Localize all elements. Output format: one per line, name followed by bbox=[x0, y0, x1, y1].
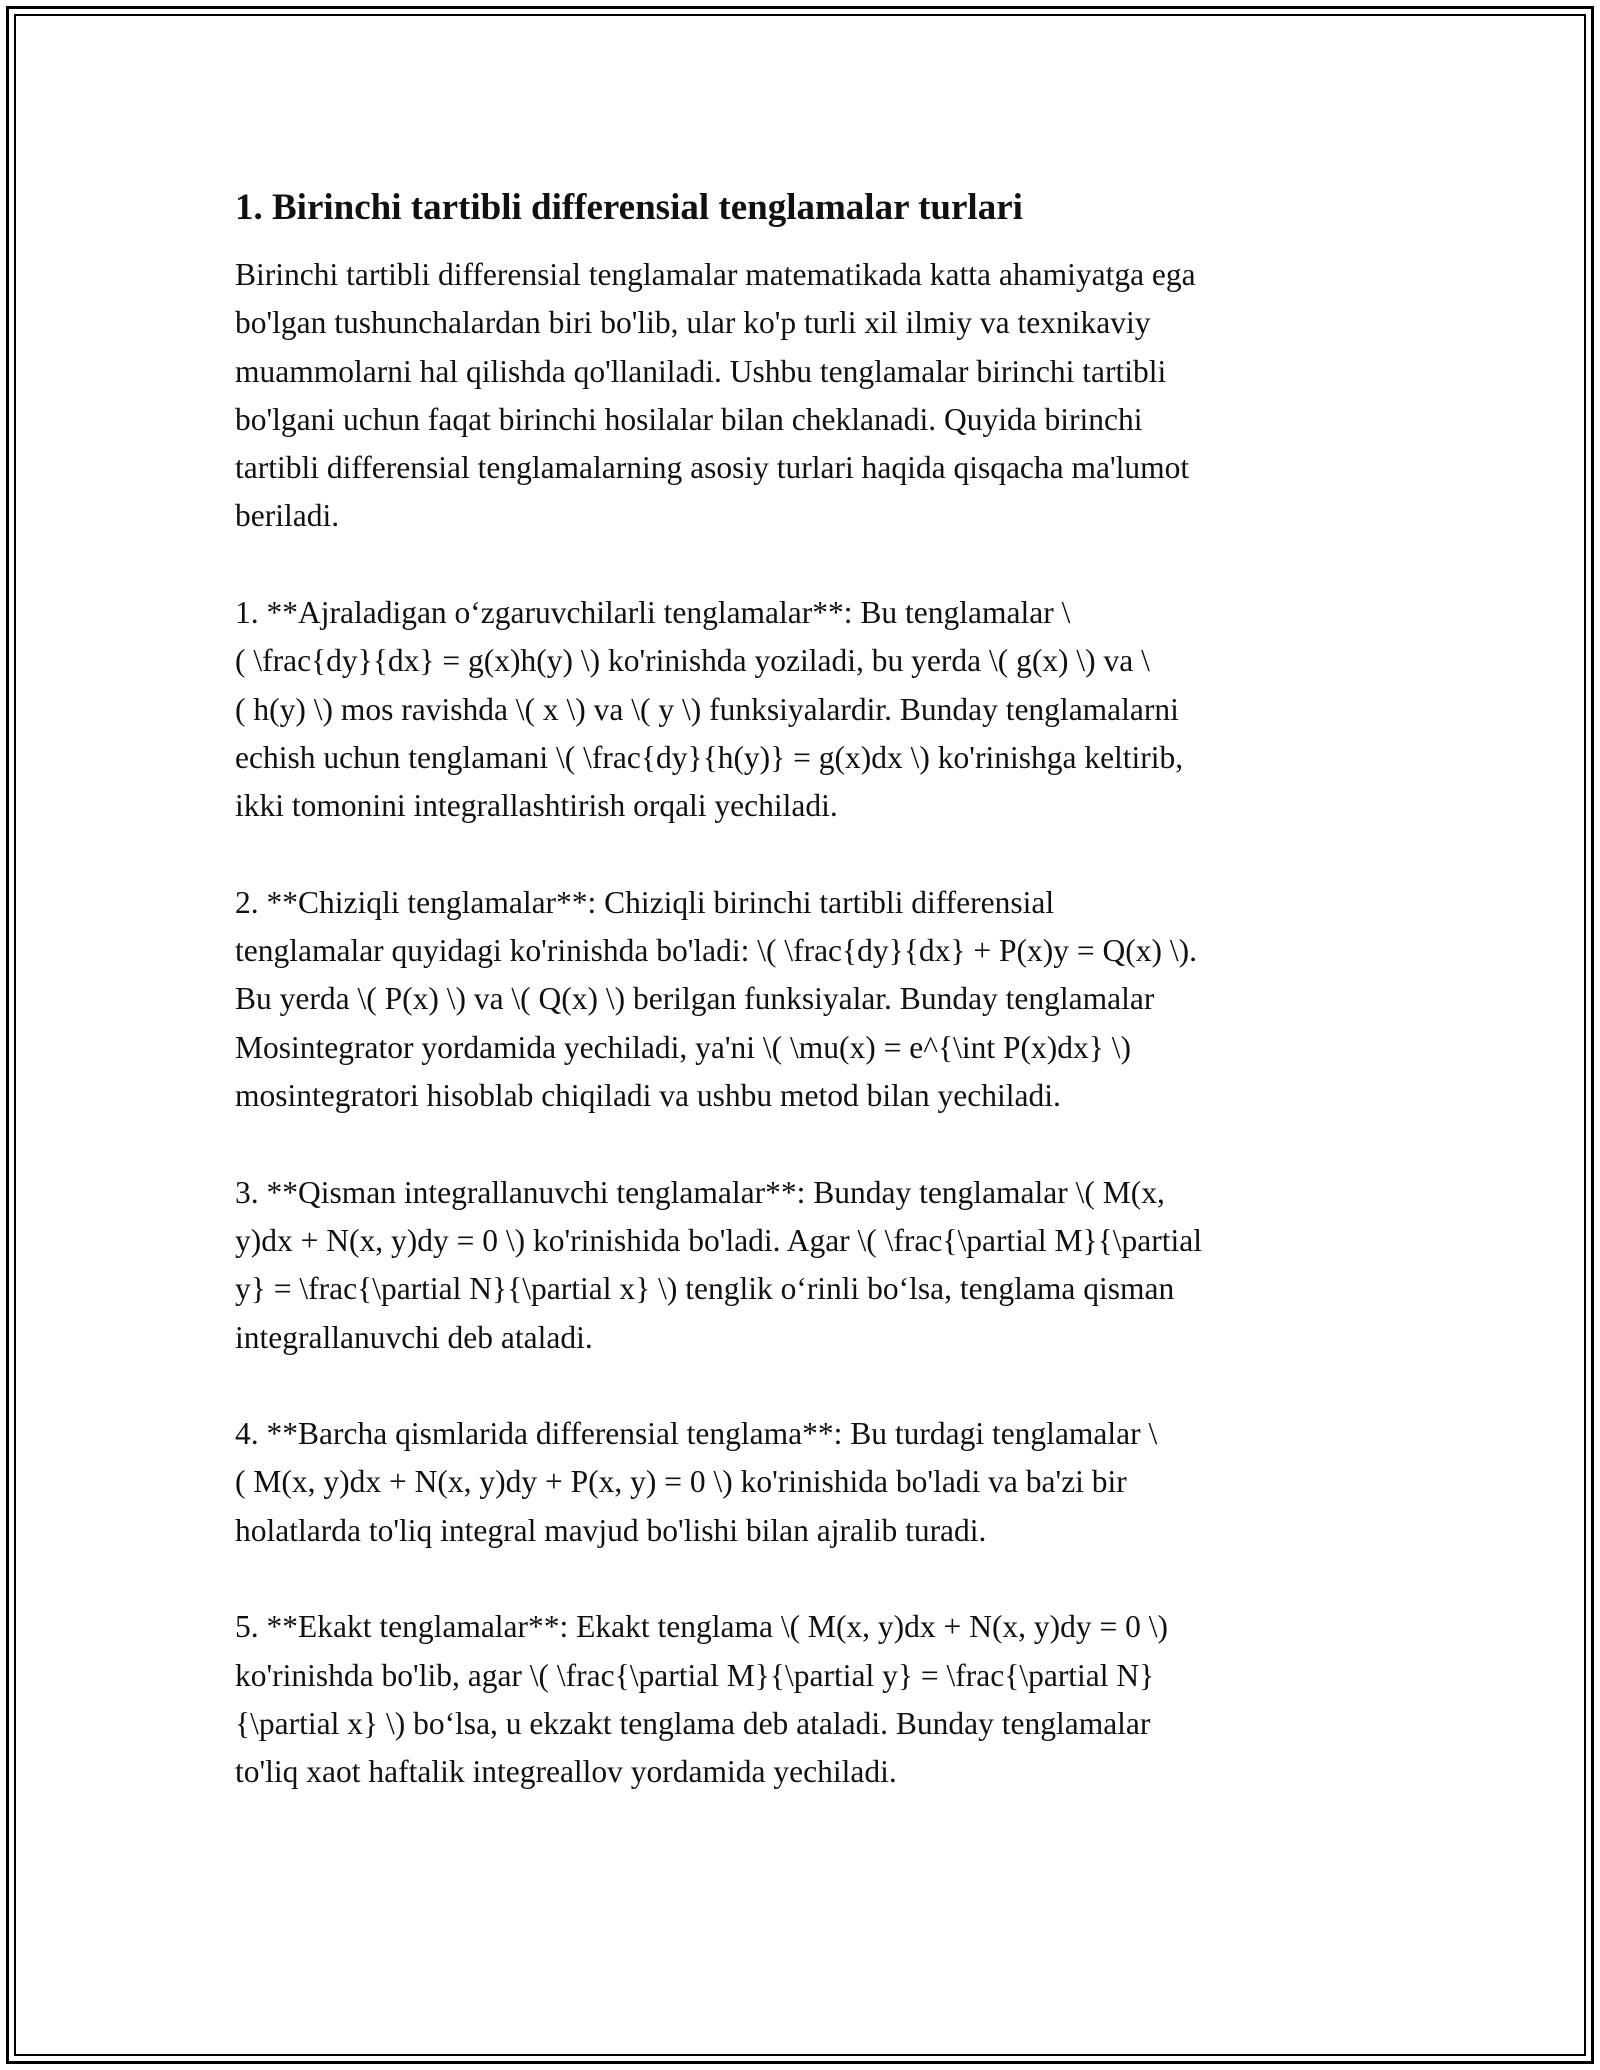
text-line: tenglamalar quyidagi ko'rinishda bo'ladi: \( \frac{dy}{dx} + P(x)y = Q(x) \). bbox=[235, 933, 1198, 969]
text-line: beriladi. bbox=[235, 498, 340, 534]
text-line: bo'lgani uchun faqat birinchi hosilalar bilan cheklanadi. Quyida birinchi bbox=[235, 401, 1143, 437]
page-title: 1. Birinchi tartibli differensial tenglamalar turlari bbox=[235, 187, 1023, 228]
text-line: 5. **Ekakt tenglamalar**: Ekakt tenglama \( M(x, y)dx + N(x, y)dy = 0 \) bbox=[235, 1609, 1169, 1645]
text-line: ( \frac{dy}{dx} = g(x)h(y) \) ko'rinishda yoziladi, bu yerda \( g(x) \) va \ bbox=[235, 643, 1150, 679]
text-line: 1. **Ajraladigan o‘zgaruvchilarli tenglamalar**: Bu tenglamalar \ bbox=[235, 595, 1071, 631]
text-line: 4. **Barcha qismlarida differensial tenglama**: Bu turdagi tenglamalar \ bbox=[235, 1416, 1158, 1452]
text-line: ko'rinishda bo'lib, agar \( \frac{\partial M}{\partial y} = \frac{\partial N} bbox=[235, 1657, 1155, 1693]
text-line: ikki tomonini integrallashtirish orqali yechiladi. bbox=[235, 788, 838, 824]
paragraph-item-2 bbox=[235, 879, 1365, 1120]
text-line: 3. **Qisman integrallanuvchi tenglamalar**: Bunday tenglamalar \( M(x, bbox=[235, 1174, 1165, 1210]
text-line: bo'lgan tushunchalardan biri bo'lib, ular ko'p turli xil ilmiy va texnikaviy bbox=[235, 305, 1151, 341]
paragraph-item-3 bbox=[235, 1169, 1365, 1362]
text-line: ( M(x, y)dx + N(x, y)dy + P(x, y) = 0 \) ko'rinishida bo'ladi va ba'zi bir bbox=[235, 1464, 1127, 1500]
text-line: ( h(y) \) mos ravishda \( x \) va \( y \) funksiyalardir. Bunday tenglamalarni bbox=[235, 691, 1179, 727]
document-body bbox=[235, 185, 1365, 1797]
text-line: echish uchun tenglamani \( \frac{dy}{h(y)} = g(x)dx \) ko'rinishga keltirib, bbox=[235, 739, 1184, 775]
paragraph-item-5 bbox=[235, 1603, 1365, 1796]
text-line: integrallanuvchi deb ataladi. bbox=[235, 1319, 593, 1355]
paragraph-item-1 bbox=[235, 589, 1365, 830]
text-line: y)dx + N(x, y)dy = 0 \) ko'rinishida bo'ladi. Agar \( \frac{\partial M}{\partial bbox=[235, 1222, 1203, 1258]
text-line: Bu yerda \( P(x) \) va \( Q(x) \) berilgan funksiyalar. Bunday tenglamalar bbox=[235, 981, 1155, 1017]
text-line: Birinchi tartibli differensial tenglamalar matematikada katta ahamiyatga ega bbox=[235, 257, 1196, 292]
text-line: tartibli differensial tenglamalarning asosiy turlari haqida qisqacha ma'lumot bbox=[235, 450, 1190, 486]
text-line: mosintegratori hisoblab chiqiladi va ushbu metod bilan yechiladi. bbox=[235, 1078, 1061, 1114]
paragraph-item-4 bbox=[235, 1410, 1365, 1555]
text-line: 2. **Chiziqli tenglamalar**: Chiziqli birinchi tartibli differensial bbox=[235, 884, 1055, 920]
text-line: Mosintegrator yordamida yechiladi, ya'ni \( \mu(x) = e^{\int P(x)dx} \) bbox=[235, 1029, 1132, 1065]
text-line: to'liq xaot haftalik integreallov yordamida yechiladi. bbox=[235, 1754, 897, 1790]
text-line: {\partial x} \) bo‘lsa, u ekzakt tenglama deb ataladi. Bunday tenglamalar bbox=[235, 1705, 1151, 1741]
paragraph-intro bbox=[235, 251, 1365, 541]
text-line: muammolarni hal qilishda qo'llaniladi. Ushbu tenglamalar birinchi tartibli bbox=[235, 353, 1167, 389]
text-line: holatlarda to'liq integral mavjud bo'lishi bilan ajralib turadi. bbox=[235, 1512, 987, 1548]
text-line: y} = \frac{\partial N}{\partial x} \) tenglik o‘rinli bo‘lsa, tenglama qisman bbox=[235, 1271, 1175, 1307]
